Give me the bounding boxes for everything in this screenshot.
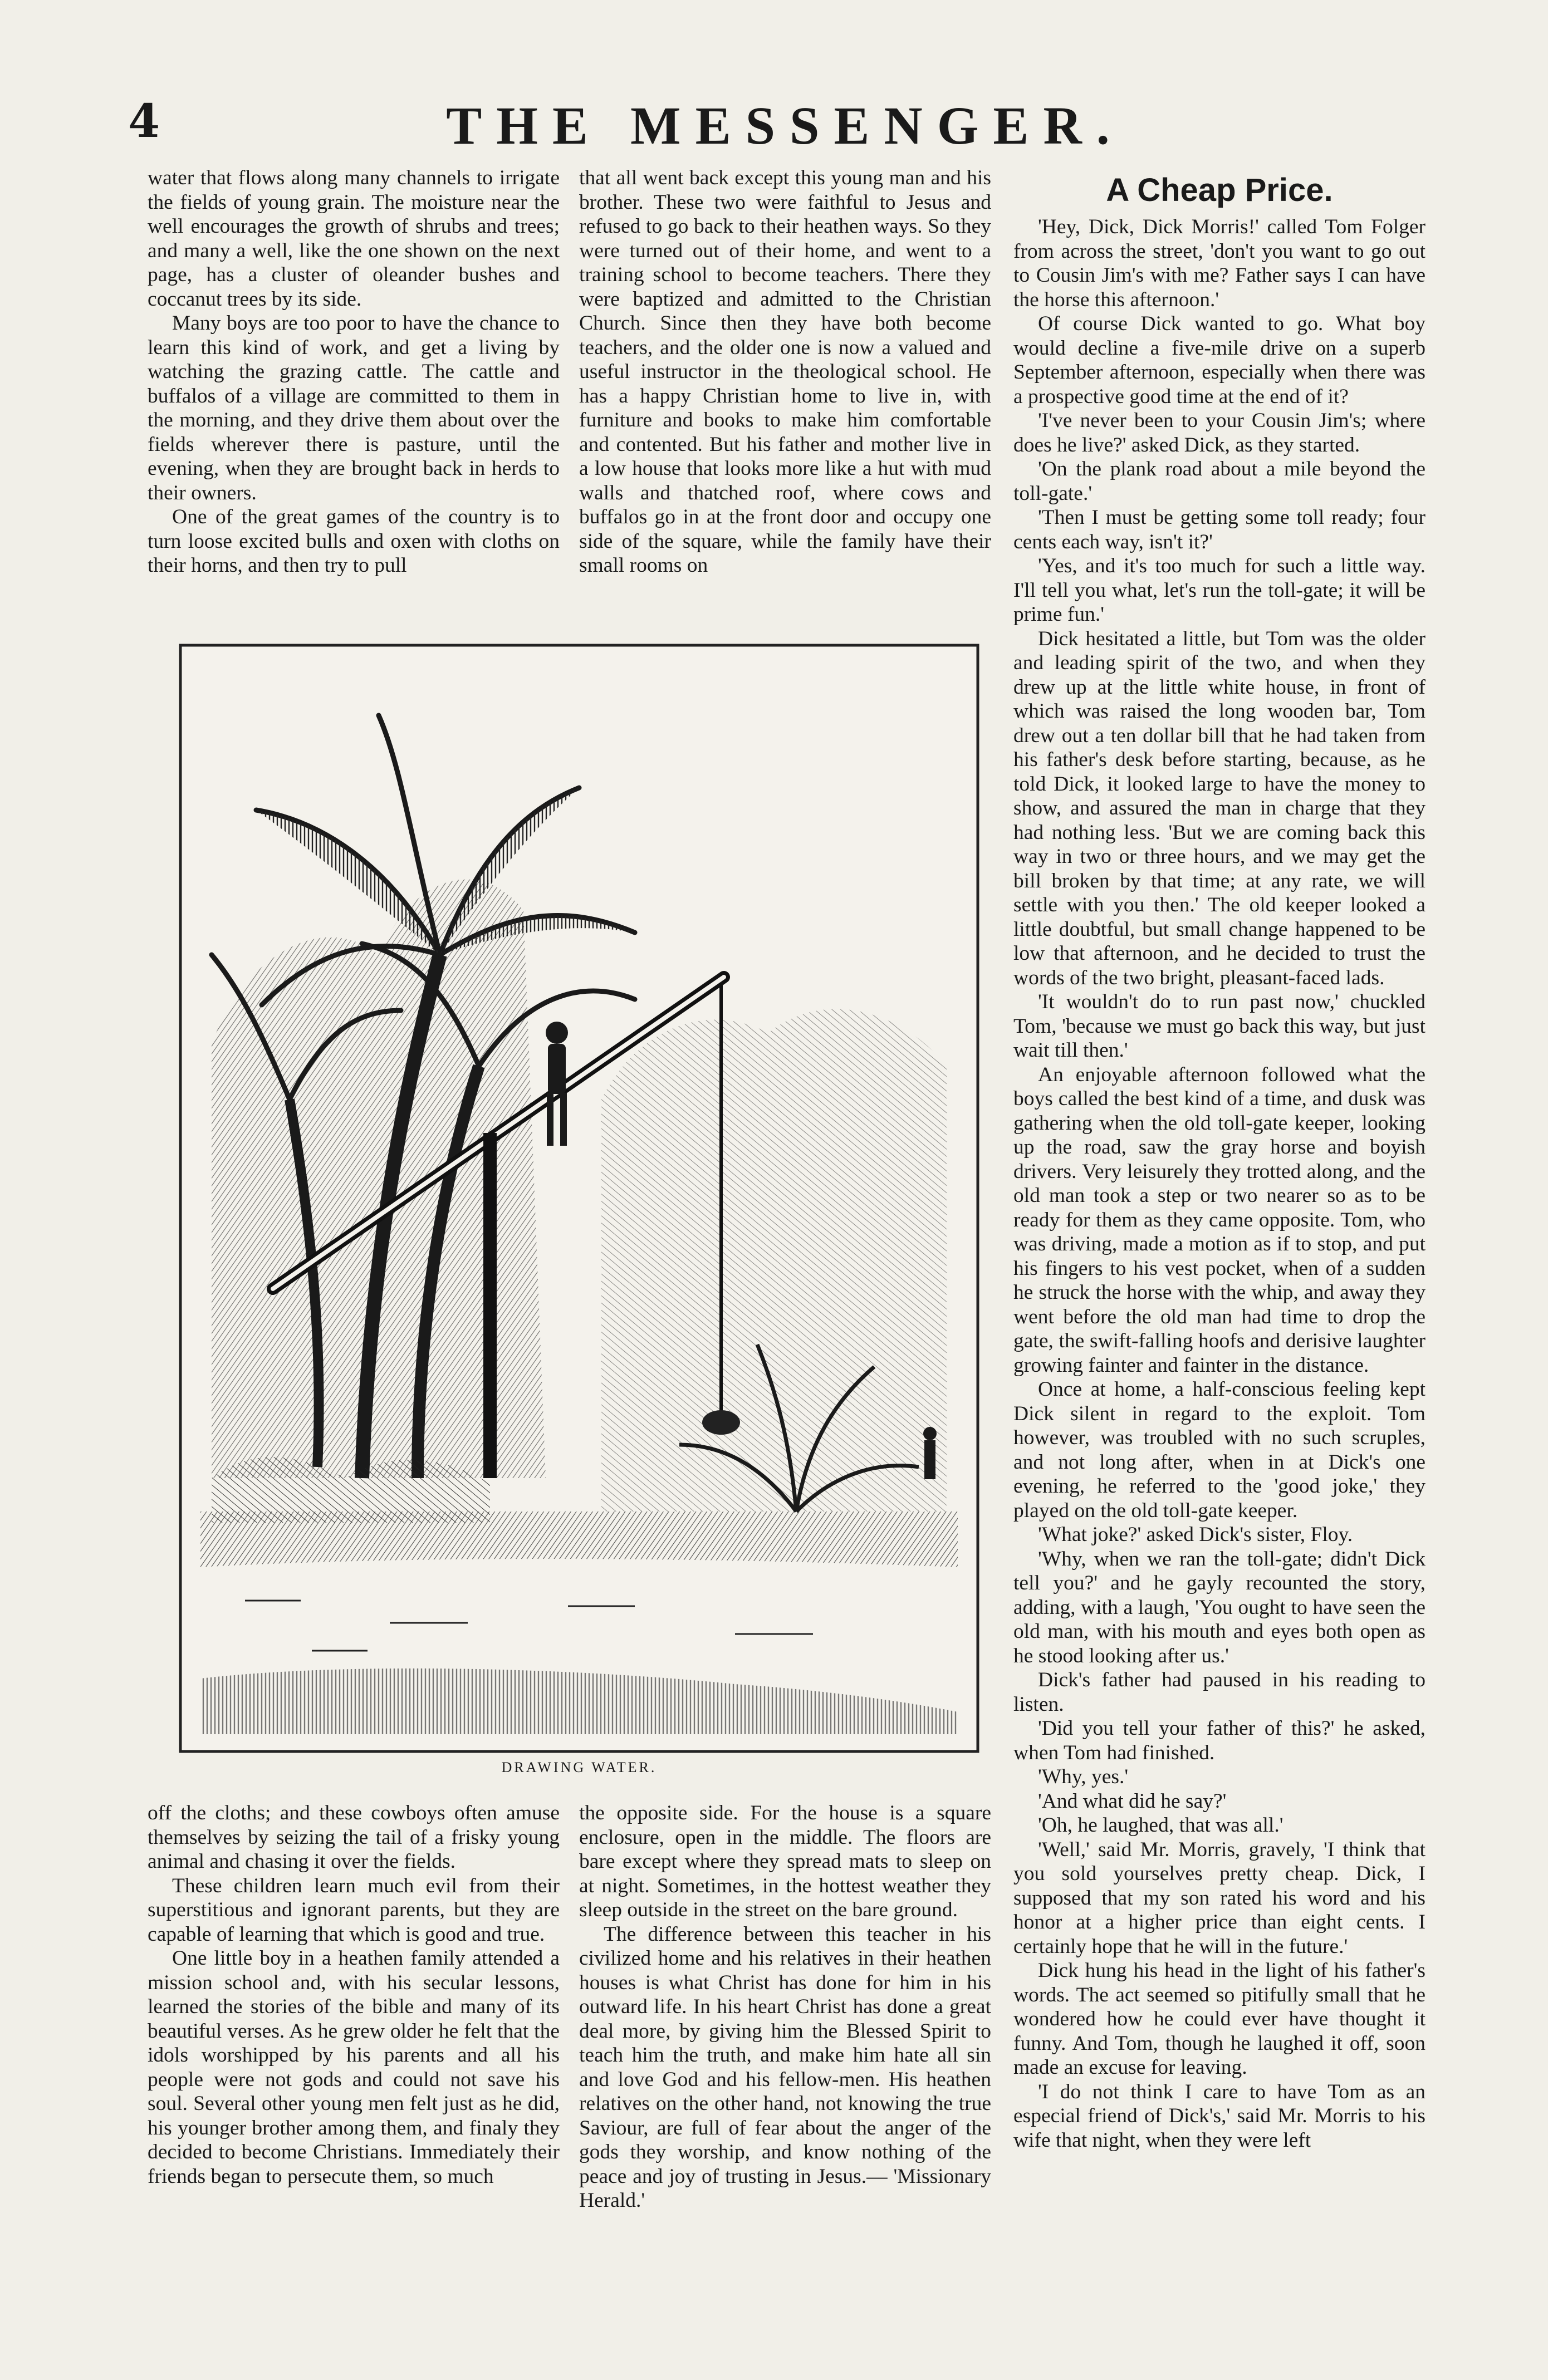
story-paragraph: 'On the plank road about a mile beyond the toll-gate.': [1013, 458, 1425, 505]
story-column: [1013, 166, 1425, 2293]
page-number: 4: [128, 95, 160, 148]
paragraph: the opposite side. For the house is a square enclosure, open in the middle. The floors are bare except where they spread mats to sleep on at night. Sometimes, in the hottest weather they sleep outside in the street on the bare ground.: [579, 1802, 991, 1921]
story-paragraph: Once at home, a half-conscious feeling kept Dick silent in regard to the exploit. Tom however, was troubled with no such scruples, and not long after, when in at Dick's one evening, he referred to the 'good joke,' they played on the old toll-gate keeper.: [1013, 1378, 1425, 1522]
drawing-water-illustration: [178, 643, 980, 1754]
paragraph: The difference between this teacher in his civilized home and his relatives in their heathen houses is what Christ has done for him in his outward life. In his heart Christ has done a great deal more, by giving him the Blessed Spirit to teach him the truth, and make him hate all sin and love God and his fellow-men. His heathen relatives on the other hand, not knowing the true Saviour, are full of fear about the anger of the gods they worship, and know nothing of the peace and joy of trusting in Jesus.— 'Missionary Herald.': [579, 1922, 991, 2212]
story-paragraph: 'It wouldn't do to run past now,' chuckled Tom, 'because we must go back this way, but just wait till then.': [1013, 990, 1425, 1062]
story-paragraph: Dick's father had paused in his reading to listen.: [1013, 1669, 1425, 1716]
column-left-top: [148, 166, 560, 603]
paragraph: off the cloths; and these cowboys often amuse themselves by seizing the tail of a frisky young animal and chasing it over the fields.: [148, 1802, 560, 1873]
paragraph: that all went back except this young man and his brother. These two were faithful to Jesus and refused to go back to their heathen ways. So they were turned out of their home, and went to a training school to become teachers. There they were baptized and admitted to the Christian Church. Since then they have both become teachers, and the older one is now a valued and useful instructor in the theological school. He has a happy Christian home to live in, with furniture and books to make him comfortable and contented. But his father and mother live in a low house that looks more like a hut with mud walls and thatched roof, where cows and buffalos go in at the front door and occupy one side of the square, while the family have their small rooms on: [579, 166, 991, 577]
story-paragraph: 'I've never been to your Cousin Jim's; where does he live?' asked Dick, as they started.: [1013, 409, 1425, 457]
story-paragraph: Dick hesitated a little, but Tom was the older and leading spirit of the two, and when they drew up at the little white house, in front of which was raised the long wooden bar, Tom drew out a ten dollar bill that he had taken from his father's desk before starting, because, as he told Dick, it looked large to have the money to show, and assured the man in charge that they had nothing less. 'But we are coming back this way in two or three hours, and we may get the bill broken by that time; at any rate, we will settle with you then.' The old keeper looked a little doubtful, but small change happened to be low that afternoon, and he decided to trust the words of the two bright, pleasant-faced lads.: [1013, 627, 1425, 989]
story-paragraph: 'And what did he say?': [1038, 1789, 1227, 1813]
paragraph: These children learn much evil from their superstitious and ignorant parents, but they are capable of learning that which is good and true.: [148, 1874, 560, 1946]
story-title: A Cheap Price.: [1106, 172, 1333, 208]
story-paragraph: 'Hey, Dick, Dick Morris!' called Tom Folger from across the street, 'don't you want to go out to Cousin Jim's with me? Father says I can have the horse this afternoon.': [1013, 215, 1425, 311]
story-paragraph: 'Did you tell your father of this?' he asked, when Tom had finished.: [1013, 1717, 1425, 1764]
story-paragraph: An enjoyable afternoon followed what the boys called the best kind of a time, and dusk was gathering when the old toll-gate keeper, looking up the road, saw the gray horse and boyish drivers. Very leisurely they trotted along, and the old man took a step or two nearer so as to be ready for them as they came opposite. Tom, who was driving, made a motion as if to stop, and put his fingers to his vest pocket, when of a sudden he struck the horse with the whip, and away they went before the old man had time to drop the gate, the swift-falling hoofs and derisive laughter growing fainter and fainter in the distance.: [1013, 1063, 1425, 1377]
story-paragraph: Dick hung his head in the light of his father's words. The act seemed so pitifully small that he wondered how he could ever have thought it funny. And Tom, though he laughed it off, soon made an excuse for leaving.: [1013, 1959, 1425, 2079]
paragraph: One little boy in a heathen family attended a mission school and, with his secular lessons, learned the stories of the bible and many of its beautiful verses. As he grew older he felt that the idols worshipped by his parents and all his people were not gods and could not save his soul. Several other young men felt just as he did, his younger brother among them, and finaly they decided to become Christians. Immediately their friends began to persecute them, so much: [148, 1947, 560, 2188]
story-paragraph: 'Yes, and it's too much for such a little way. I'll tell you what, let's run the toll-gate; it will be prime fun.': [1013, 554, 1425, 626]
story-paragraph: 'Why, when we ran the toll-gate; didn't Dick tell you?' and he gayly recounted the story, adding, with a laugh, 'You ought to have seen the old man, with his mouth and eyes both open as he stood looking after us.': [1013, 1547, 1425, 1667]
column-middle-top: [579, 166, 991, 603]
story-paragraph: 'Then I must be getting some toll ready; four cents each way, isn't it?': [1013, 506, 1425, 553]
paragraph: Many boys are too poor to have the chance to learn this kind of work, and get a living by watching the grazing cattle. The cattle and buffalos of a village are committed to them in the morning, and they drive them about over the fields wherever there is pasture, until the evening, when they are brought back in herds to their owners.: [148, 312, 560, 504]
paragraph: One of the great games of the country is to turn loose excited bulls and oxen with cloths on their horns, and then try to pull: [148, 506, 560, 577]
column-left-bottom: [148, 1801, 560, 2291]
story-paragraph: 'I do not think I care to have Tom as an especial friend of Dick's,' said Mr. Morris to his wife that night, when they were left: [1013, 2080, 1425, 2152]
story-paragraph: Of course Dick wanted to go. What boy would decline a five-mile drive on a superb September afternoon, especially when there was a prospective good time at the end of it?: [1013, 312, 1425, 408]
masthead: [128, 95, 1442, 156]
story-paragraph: 'Oh, he laughed, that was all.': [1038, 1814, 1284, 1837]
story-paragraph: 'What joke?' asked Dick's sister, Floy.: [1038, 1523, 1353, 1546]
paragraph: water that flows along many channels to irrigate the fields of young grain. The moisture near the well encourages the growth of shrubs and trees; and many a well, like the one shown on the next page, has a cluster of oleander bushes and coccanut trees by its side.: [148, 166, 560, 311]
column-middle-bottom: [579, 1801, 991, 2291]
story-paragraph: 'Why, yes.': [1038, 1765, 1129, 1788]
story-paragraph: 'Well,' said Mr. Morris, gravely, 'I think that you sold yourselves pretty cheap. Dick, I supposed that my son rated his word and his honor at a higher price than eight cents. I certainly hope that he will in the future.': [1013, 1838, 1425, 1958]
newspaper-title: THE MESSENGER.: [446, 96, 1124, 155]
illustration-caption: DRAWING WATER.: [501, 1759, 657, 1775]
